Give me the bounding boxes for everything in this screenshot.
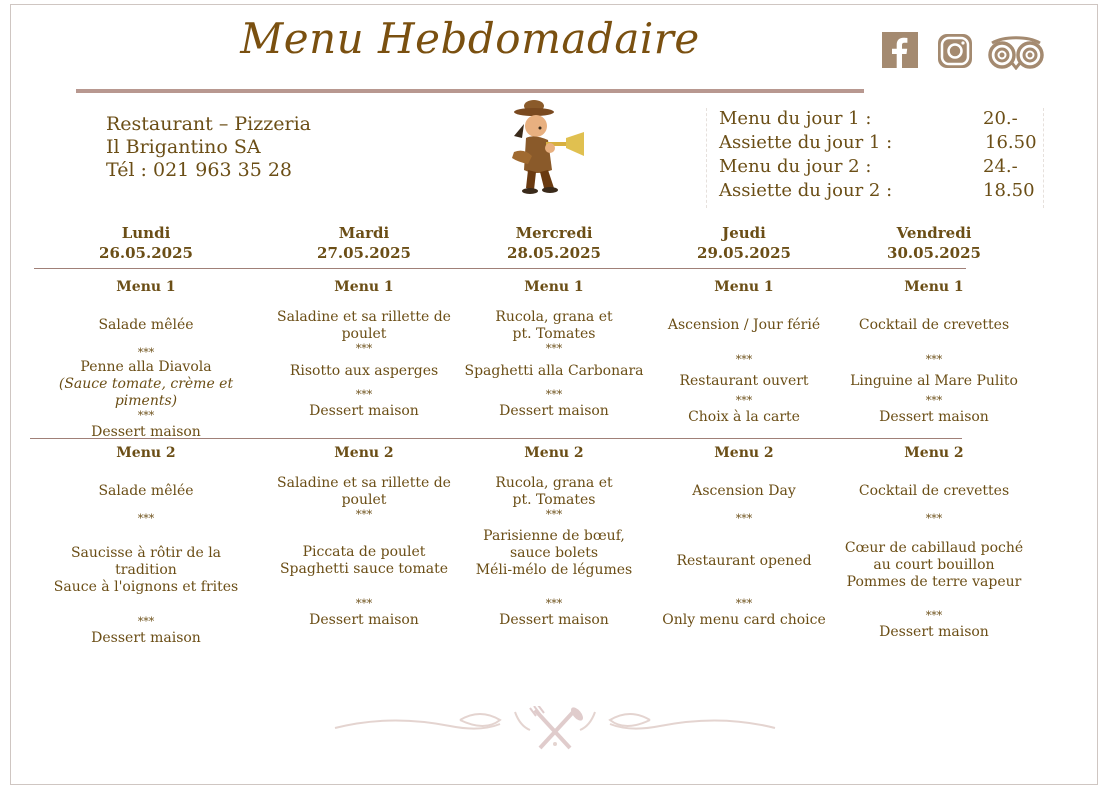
price-label: Menu du jour 2 : [719,156,872,177]
menu-label: Menu 2 [524,445,584,461]
price-row [719,156,1018,177]
separator: *** [355,342,373,355]
day-date: 28.05.2025 [507,244,601,262]
price-label: Assiette du jour 1 : [719,132,893,153]
starter-line2: pt. Tomates [512,492,596,508]
menu1-vendredi [829,279,1039,426]
starter: Cocktail de crevettes [858,483,1010,499]
dessert: Dessert maison [499,612,609,628]
menu1-lundi [41,279,251,441]
instagram-icon[interactable] [936,32,974,70]
menu1-jeudi [639,279,849,426]
starter-line1: Saladine et sa rillette de [277,475,451,491]
day-header-vendredi [834,223,1034,263]
restaurant-phone: Tél : 021 963 35 28 [106,159,293,181]
starter-line1: Saladine et sa rillette de [277,309,451,325]
separator: *** [545,508,563,521]
instagram-glyph [936,32,974,70]
menu-label: Menu 2 [714,445,774,461]
price-label: Menu du jour 1 : [719,108,872,129]
menu-label: Menu 2 [116,445,176,461]
menu2-mardi [259,445,469,629]
main-course: Restaurant ouvert [679,373,809,389]
day-name: Lundi [121,224,171,242]
separator: *** [925,394,943,407]
separator: *** [545,597,563,610]
main-course-line1: Piccata de poulet [302,544,426,560]
starter-line1: Rucola, grana et [495,309,613,325]
day-date: 29.05.2025 [697,244,791,262]
main-course-line1: Saucisse à rôtir de la tradition [70,545,222,578]
separator: *** [735,597,753,610]
page-title: Menu Hebdomadaire [240,14,700,63]
menu-label: Menu 1 [524,279,584,295]
header-divider [34,268,966,269]
menu1-mardi [259,279,469,420]
price-value: 18.50 [983,180,1035,201]
price-value: 16.50 [985,132,1037,153]
menu-label: Menu 2 [334,445,394,461]
main-course-line3: Méli-mélo de légumes [475,562,633,578]
main-course: Risotto aux asperges [289,363,439,379]
starter-line2: poulet [341,492,387,508]
starter-line2: pt. Tomates [512,326,596,342]
dessert: Dessert maison [879,624,989,640]
day-date: 30.05.2025 [887,244,981,262]
starter: Ascension Day [692,483,796,499]
separator: *** [925,353,943,366]
day-name: Mardi [338,224,390,242]
menu-label: Menu 1 [904,279,964,295]
menu2-vendredi [829,445,1039,641]
dessert: Dessert maison [91,630,201,646]
day-name: Vendredi [896,224,972,242]
day-header-mardi [264,223,464,263]
main-course: Spaghetti alla Carbonara [464,363,644,379]
starter: Cocktail de crevettes [858,317,1010,333]
separator: *** [137,346,155,359]
price-row [719,108,1018,129]
cutlery-ornament-icon [330,706,780,752]
separator: *** [735,394,753,407]
separator: *** [925,609,943,622]
separator: *** [137,409,155,422]
main-course-line3: Pommes de terre vapeur [846,574,1022,590]
day-header-lundi [46,223,246,263]
main-course-line2: au court bouillon [873,557,995,573]
price-list [706,108,1044,208]
menu2-jeudi [639,445,849,629]
menu-label: Menu 1 [334,279,394,295]
price-label: Assiette du jour 2 : [719,180,893,201]
facebook-glyph [882,32,918,68]
price-row [719,180,1035,201]
separator: *** [925,512,943,525]
separator: *** [545,388,563,401]
main-course-line2: sauce bolets [509,545,599,561]
separator: *** [735,353,753,366]
price-row [719,132,1037,153]
day-name: Mercredi [515,224,593,242]
dessert: Dessert maison [499,403,609,419]
day-header-mercredi [454,223,654,263]
menu-label: Menu 1 [116,279,176,295]
starter: Salade mêlée [98,483,194,499]
main-course-line2: Sauce à l'oignons et frites [53,579,239,595]
dessert: Only menu card choice [662,612,826,628]
starter: Ascension / Jour férié [667,317,821,333]
separator: *** [137,512,155,525]
main-course-line1: Parisienne de bœuf, [483,528,625,544]
main-course: Linguine al Mare Pulito [850,373,1018,389]
dessert: Dessert maison [309,403,419,419]
menu2-lundi [41,445,251,647]
main-course-note: (Sauce tomate, crème et piments) [58,376,234,409]
main-course-line1: Cœur de cabillaud poché [844,540,1024,556]
starter-line1: Rucola, grana et [495,475,613,491]
day-date: 26.05.2025 [99,244,193,262]
menu2-mercredi [449,445,659,629]
tripadvisor-icon[interactable] [986,34,1046,70]
title-underline [76,89,864,93]
separator: *** [735,512,753,525]
dessert: Dessert maison [879,409,989,425]
menu1-mercredi [449,279,659,420]
restaurant-name: Il Brigantino SA [106,136,261,158]
menu-label: Menu 1 [714,279,774,295]
day-date: 27.05.2025 [317,244,411,262]
main-course: Restaurant opened [676,553,812,569]
trumpeter-mascot-icon [494,98,588,196]
separator: *** [355,388,373,401]
restaurant-type: Restaurant – Pizzeria [106,113,311,135]
dessert: Dessert maison [91,424,201,440]
restaurant-info [106,113,311,182]
separator: *** [545,342,563,355]
main-course-line2: Spaghetti sauce tomate [279,561,449,577]
dessert: Choix à la carte [688,409,800,425]
tripadvisor-glyph [986,34,1046,70]
starter-line2: poulet [341,326,387,342]
dessert: Dessert maison [309,612,419,628]
starter: Salade mêlée [98,317,194,333]
day-name: Jeudi [722,224,766,242]
day-header-jeudi [644,223,844,263]
main-course: Penne alla Diavola [80,359,212,375]
menu-label: Menu 2 [904,445,964,461]
price-value: 24.- [983,156,1018,177]
separator: *** [355,597,373,610]
facebook-icon[interactable] [882,32,918,68]
price-value: 20.- [983,108,1018,129]
separator: *** [355,508,373,521]
separator: *** [137,615,155,628]
